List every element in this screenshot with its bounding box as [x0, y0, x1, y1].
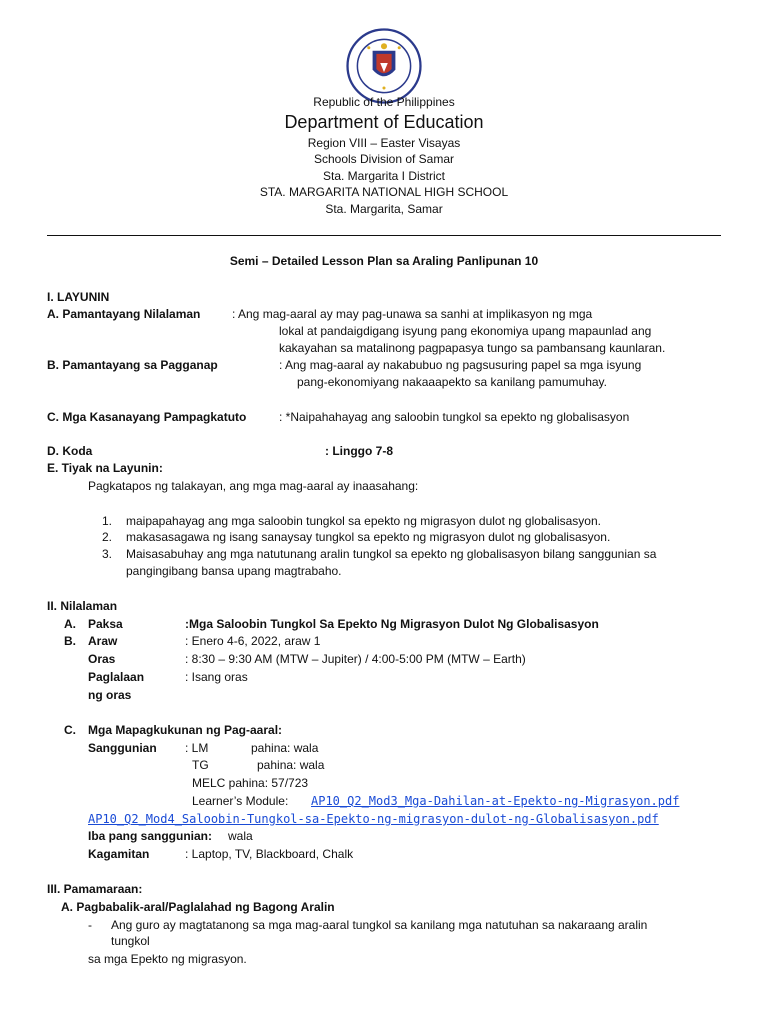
mapagkukunan-label: Mga Mapagkukunan ng Pag-aaral: — [88, 723, 283, 737]
paglalaan-label: Paglalaan — [88, 670, 145, 684]
mapagkukunan-letter: C. — [64, 723, 76, 737]
araw-letter: B. — [64, 634, 76, 648]
pamantayang-nilalaman-label: A. Pamantayang Nilalaman — [47, 307, 201, 321]
module-link-mod4[interactable]: AP10_Q2_Mod4_Saloobin-Tungkol-sa-Epekto-ng-migrasyon-dulot-ng-Globalisasyon.pdf — [88, 812, 659, 826]
pamamaraan-item-continued: tungkol — [111, 934, 150, 948]
melc-line: MELC pahina: 57/723 — [192, 776, 309, 790]
sanggunian-label: Sanggunian — [88, 741, 157, 755]
araw-label: Araw — [88, 634, 118, 648]
pagbabalik-aral-label: A. Pagbabalik-aral/Paglalahad ng Bagong Aralin — [61, 900, 335, 914]
pamantayang-nilalaman-text: kakayahan sa matalinong pagpapasya tungo sa pambansang kaunlaran. — [279, 341, 666, 355]
division-line: Schools Division of Samar — [313, 152, 455, 166]
kagamitan-label: Kagamitan — [88, 847, 150, 861]
iba-sanggunian-label: Iba pang sanggunian: — [88, 829, 213, 843]
paksa-text: :Mga Saloobin Tungkol Sa Epekto Ng Migrasyon Dulot Ng Globalisasyon — [185, 617, 599, 631]
tiyak-layunin-label: E. Tiyak na Layunin: — [47, 461, 163, 475]
paglalaan-label: ng oras — [88, 688, 132, 702]
paksa-label: Paksa — [88, 617, 123, 631]
kagamitan-text: : Laptop, TV, Blackboard, Chalk — [185, 847, 354, 861]
pamantayang-pagganap-label: B. Pamantayang sa Pagganap — [47, 358, 218, 372]
lm-page: pahina: wala — [251, 741, 319, 755]
oras-text: : 8:30 – 9:30 AM (MTW – Jupiter) / 4:00-5:00 PM (MTW – Earth) — [185, 652, 526, 666]
pamantayang-pagganap-text: pang-ekonomiyang nakaaapekto sa kanilang pamumuhay. — [297, 375, 607, 389]
region-line: Region VIII – Easter Visayas — [307, 136, 461, 150]
objective-text: Maisasabuhay ang mga natutunang aralin tungkol sa epekto ng globalisasyon bilang sanggunian sa — [126, 547, 657, 561]
district-line: Sta. Margarita I District — [322, 169, 446, 183]
pamantayang-nilalaman-text: : Ang mag-aaral ay may pag-unawa sa sanhi at implikasyon ng mga — [232, 307, 593, 321]
kasanayan-label: C. Mga Kasanayang Pampagkatuto — [47, 410, 247, 424]
tg-page: pahina: wala — [257, 758, 325, 772]
department-title: Department of Education — [284, 112, 484, 132]
header-divider — [47, 235, 721, 236]
nilalaman-heading: II. Nilalaman — [47, 599, 118, 613]
pamantayang-nilalaman-text: lokal at pandaigdigang isyung pang ekonomiya upang mapaunlad ang — [279, 324, 652, 338]
koda-label: D. Koda — [47, 444, 93, 458]
module-label: Learner’s Module: — [192, 794, 289, 808]
lm-label: : LM — [185, 741, 209, 755]
lesson-plan-title: Semi – Detailed Lesson Plan sa Araling Panlipunan 10 — [229, 254, 539, 268]
pamamaraan-item: Ang guro ay magtatanong sa mga mag-aaral tungkol sa kanilang mga natutuhan sa nakaraang aralin — [111, 918, 648, 932]
iba-sanggunian-text: wala — [228, 829, 253, 843]
objective-number: 2. — [102, 530, 113, 544]
paglalaan-text: : Isang oras — [185, 670, 248, 684]
araw-text: : Enero 4-6, 2022, araw 1 — [185, 634, 321, 648]
school-name: STA. MARGARITA NATIONAL HIGH SCHOOL — [259, 185, 509, 199]
koda-text: : Linggo 7-8 — [325, 444, 393, 458]
tiyak-layunin-intro: Pagkatapos ng talakayan, ang mga mag-aaral ay inaasahang: — [88, 479, 419, 493]
objective-text-continued: pangingibang bansa upang magtrabaho. — [126, 564, 342, 578]
republic-line: Republic of the Philippines — [313, 95, 455, 109]
pamamaraan-item: sa mga Epekto ng migrasyon. — [88, 952, 247, 966]
paksa-letter: A. — [64, 617, 76, 631]
objective-text: maipapahayag ang mga saloobin tungkol sa epekto ng migrasyon dulot ng globalisasyon. — [126, 514, 601, 528]
kasanayan-text: : *Naipahahayag ang saloobin tungkol sa epekto ng globalisasyon — [279, 410, 630, 424]
layunin-heading: I. LAYUNIN — [47, 290, 110, 304]
list-dash: - — [88, 918, 92, 932]
deped-seal-logo — [346, 28, 422, 104]
tg-label: TG — [192, 758, 209, 772]
objective-text: makasasagawa ng isang sanaysay tungkol sa epekto ng migrasyon dulot ng globalisasyon. — [126, 530, 611, 544]
pamantayang-pagganap-text: : Ang mag-aaral ay nakabubuo ng pagsusuring papel sa mga isyung — [279, 358, 642, 372]
objective-number: 1. — [102, 514, 113, 528]
module-link-mod3[interactable]: AP10_Q2_Mod3_Mga-Dahilan-at-Epekto-ng-Migrasyon.pdf — [311, 794, 680, 808]
objective-number: 3. — [102, 547, 113, 561]
school-address: Sta. Margarita, Samar — [325, 202, 443, 216]
oras-label: Oras — [88, 652, 116, 666]
pamamaraan-heading: III. Pamamaraan: — [47, 882, 143, 896]
